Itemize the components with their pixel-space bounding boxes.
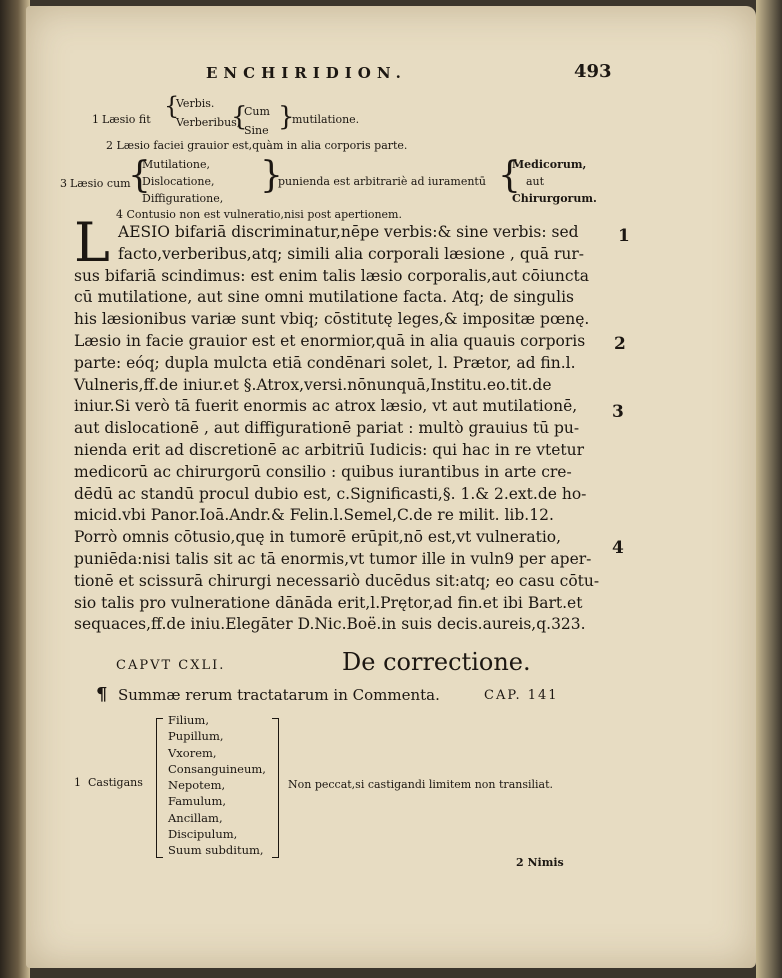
list-item: Nepotem, [168, 778, 226, 793]
body-line: medicorū ac chirurgorū consilio : quibus iurantibus in arte cre- [74, 462, 572, 481]
list-item: Filium, [168, 713, 209, 727]
brace-close-icon: } [260, 155, 283, 196]
summary-3-option-diffiguratione: Diffiguratione, [142, 192, 224, 205]
list-item: Pupillum, [168, 729, 224, 744]
summary-1-option-verbis: Verbis. [176, 97, 215, 110]
list-item: Discipulum, [168, 827, 238, 842]
summary-3-penalty: punienda est arbitrariè ad iuramentū [278, 175, 486, 188]
body-line: Porrò omnis cōtusio,quę in tumorē erūpit,nō est,vt vulneratio, [74, 528, 562, 547]
brace-close-icon: } [278, 102, 295, 132]
list-item: Consanguineum, [168, 761, 266, 776]
summary-1-option-verberibus: Verberibus, [176, 116, 241, 129]
castigans-list [168, 712, 266, 859]
bracket-icon [156, 718, 163, 858]
chapter-number: CAPVT CXLI. [116, 658, 226, 673]
list-number: 1 [74, 776, 81, 789]
body-line: aut dislocationē , aut diffigurationē pariat : multò grauius tū pu- [74, 419, 580, 438]
pilcrow-icon: ¶ [96, 684, 108, 705]
summary-3-option-mutilatione: Mutilatione, [142, 158, 211, 171]
summary-2: 2 Læsio faciei grauior est,quàm in alia corporis parte. [106, 139, 408, 152]
chapter-summary-heading: Summæ rerum tractatarum in Commenta. [118, 686, 440, 704]
running-title: ENCHIRIDION. [206, 64, 407, 82]
margin-number: 3 [612, 402, 624, 422]
margin-number: 2 [614, 334, 626, 354]
body-line: Vulneris,ff.de iniur.et §.Atrox,versi.nōnunquā,Institu.eo.tit.de [74, 375, 552, 394]
body-line: dēdū ac standū procul dubio est, c.Significasti,§. 1.& 2.ext.de ho- [74, 484, 587, 503]
body-line: parte: eóq; dupla mulcta etiā condēnari solet, l. Prætor, ad fin.l. [74, 353, 576, 372]
summary-4: 4 Contusio non est vulneratio,nisi post apertionem. [116, 208, 402, 221]
body-line: sio talis pro vulneratione dānāda erit,l.Prętor,ad fin.et ibi Bart.et [74, 593, 583, 612]
list-item: Famulum, [168, 794, 227, 809]
summary-1-sub-cum: Cum [244, 105, 270, 118]
summary-3-medicorum: Medicorum, [512, 158, 587, 171]
summary-1-subject: Læsio fit [102, 113, 151, 126]
margin-number: 1 [618, 226, 630, 246]
list-item: Vxorem, [168, 745, 217, 760]
chapter-cap-label: CAP. 141 [484, 688, 559, 703]
book-page [26, 6, 756, 968]
drop-capital: L [74, 211, 110, 274]
brace-icon: { [164, 92, 180, 120]
body-line: micid.vbi Panor.Ioā.Andr.& Felin.l.Semel,C.de re milit. lib.12. [74, 506, 554, 525]
chapter-title: De correctione. [342, 648, 531, 676]
brace-icon: { [498, 155, 521, 196]
body-line: cū mutilatione, aut sine omni mutilatione facta. Atq; de singulis [74, 288, 575, 307]
body-line: facto,verberibus,atq; simili alia corporali læsione , quā rur- [118, 244, 584, 263]
list-subject: Castigans [88, 776, 143, 789]
margin-number: 4 [612, 538, 624, 558]
body-line: nienda erit ad discretionē ac arbitriū Iudicis: qui hac in re vtetur [74, 440, 585, 459]
body-line: Læsio in facie grauior est et enormior,quā in alia quauis corporis [74, 331, 586, 350]
brace-icon: { [231, 102, 248, 132]
brace-icon: { [128, 155, 151, 196]
summary-3-aut: aut [526, 175, 545, 188]
page-number: 493 [574, 61, 612, 82]
body-line: his læsionibus variæ sunt vbiq; cōstitutę leges,& impositæ pœnę. [74, 310, 590, 329]
page-edge-shadow [756, 0, 782, 978]
body-line: AESIO bifariā discriminatur,nēpe verbis:& sine verbis: sed [118, 223, 579, 241]
summary-1-sub-sine: Sine [244, 124, 269, 137]
body-line: sequaces,ff.de iniu.Elegāter D.Nic.Boë.in suis decis.aureis,q.323. [74, 615, 586, 634]
summary-3-option-dislocatione: Dislocatione, [142, 175, 215, 188]
bracket-close-icon [272, 718, 279, 858]
catchword: 2 Nimis [516, 856, 564, 869]
body-line: sus bifariā scindimus: est enim talis læsio corporalis,aut cōiuncta [74, 266, 590, 285]
summary-1-number: 1 [92, 113, 99, 126]
list-item: Ancillam, [168, 810, 223, 825]
summary-3-number: 3 [60, 177, 67, 190]
body-line: puniēda:nisi talis sit ac tā enormis,vt tumor ille in vuln9 per aper- [74, 549, 592, 568]
list-result: Non peccat,si castigandi limitem non transiliat. [288, 778, 554, 791]
body-line: tionē et scissurā chirurgi necessariò ducēdus sit:atq; eo casu cōtu- [74, 571, 600, 590]
summary-3-chirurgorum: Chirurgorum. [512, 192, 597, 205]
list-item: Suum subditum, [168, 843, 264, 858]
summary-1-result: mutilatione. [292, 113, 360, 126]
body-text [74, 222, 644, 636]
body-line: iniur.Si verò tā fuerit enormis ac atrox læsio, vt aut mutilationē, [74, 397, 578, 416]
summary-3-subject: Læsio cum [70, 177, 131, 190]
